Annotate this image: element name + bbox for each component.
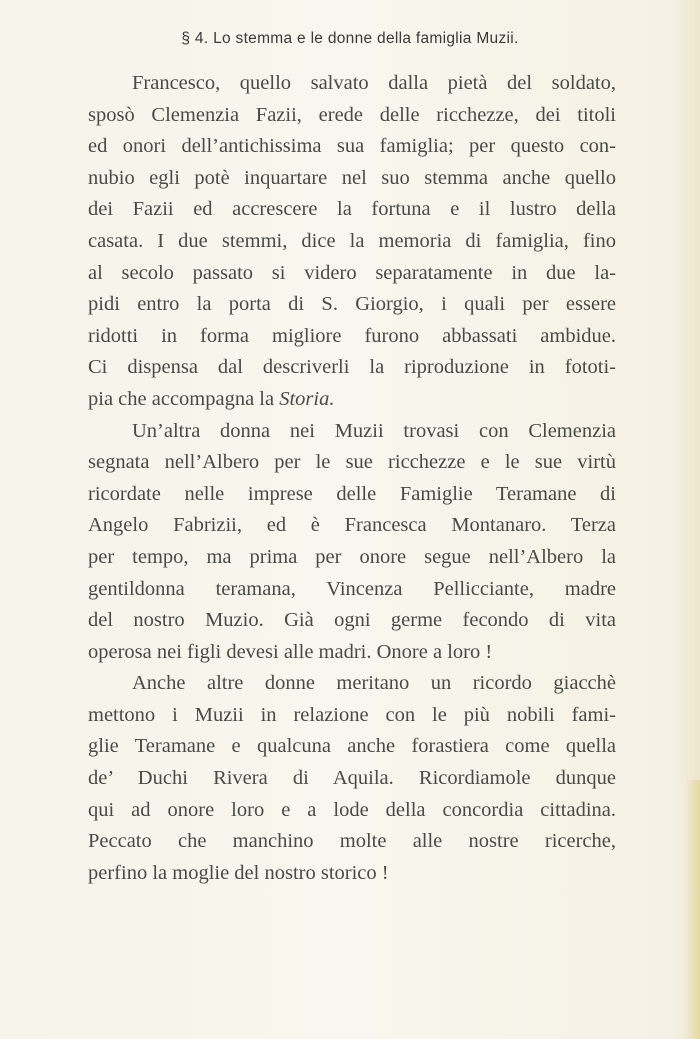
text-line: operosa nei figli devesi alle madri. Onore a loro ! [88, 640, 493, 663]
text-line: sposò Clemenzia Fazii, erede delle ricchezze, dei titoli [88, 103, 616, 126]
text-line: mettono i Muzii in relazione con le più nobili fami- [88, 703, 616, 726]
italic-title: Storia. [279, 387, 335, 410]
text-line: casata. I due stemmi, dice la memoria di famiglia, fino [88, 229, 616, 252]
text-line: qui ad onore loro e a lode della concordia cittadina. [88, 798, 616, 821]
text-line: al secolo passato si videro separatamente in due la- [88, 261, 616, 284]
text-line: gentildonna teramana, Vincenza Pellicciante, madre [88, 577, 616, 600]
text-line: dei Fazii ed accrescere la fortuna e il lustro della [88, 198, 616, 221]
text-line: per tempo, ma prima per onore segue nell’Albero la [88, 545, 616, 568]
text-line: pia che accompagna la [88, 387, 275, 410]
text-line: Angelo Fabrizii, ed è Francesca Montanaro. Terza [88, 514, 616, 537]
text-line: ridotti in forma migliore furono abbassati ambidue. [88, 324, 616, 347]
text-line: perfino la moglie del nostro storico ! [88, 861, 389, 884]
text-line: ed onori dell’antichissima sua famiglia; per questo con- [88, 135, 616, 158]
text-line: glie Teramane e qualcuna anche forastiera come quella [88, 735, 616, 758]
text-line: ricordate nelle imprese delle Famiglie Teramane di [88, 482, 616, 505]
text-line: Peccato che manchino molte alle nostre ricerche, [88, 830, 616, 853]
text-line: del nostro Muzio. Già ogni germe fecondo di vita [88, 609, 616, 632]
text-line: Anche altre donne meritano un ricordo giacchè [132, 672, 616, 695]
text-line: Un’altra donna nei Muzii trovasi con Clemenzia [132, 419, 616, 442]
running-head: § 4. Lo stemma e le donne della famiglia Muzii. [181, 30, 519, 47]
text-line: Francesco, quello salvato dalla pietà del soldato, [132, 72, 616, 94]
page-edge-stain [686, 780, 700, 1039]
text-line: nubio egli potè inquartare nel suo stemma anche quello [88, 166, 616, 189]
text-line: pidi entro la porta di S. Giorgio, i quali per essere [88, 293, 616, 316]
text-line-with-italic [88, 384, 616, 416]
body-text [88, 68, 616, 889]
text-line: de’ Duchi Rivera di Aquila. Ricordiamole dunque [88, 767, 616, 790]
text-line: segnata nell’Albero per le sue ricchezze e le sue virtù [88, 451, 616, 474]
text-line: Ci dispensa dal descriverli la riproduzione in fototi- [88, 356, 616, 379]
